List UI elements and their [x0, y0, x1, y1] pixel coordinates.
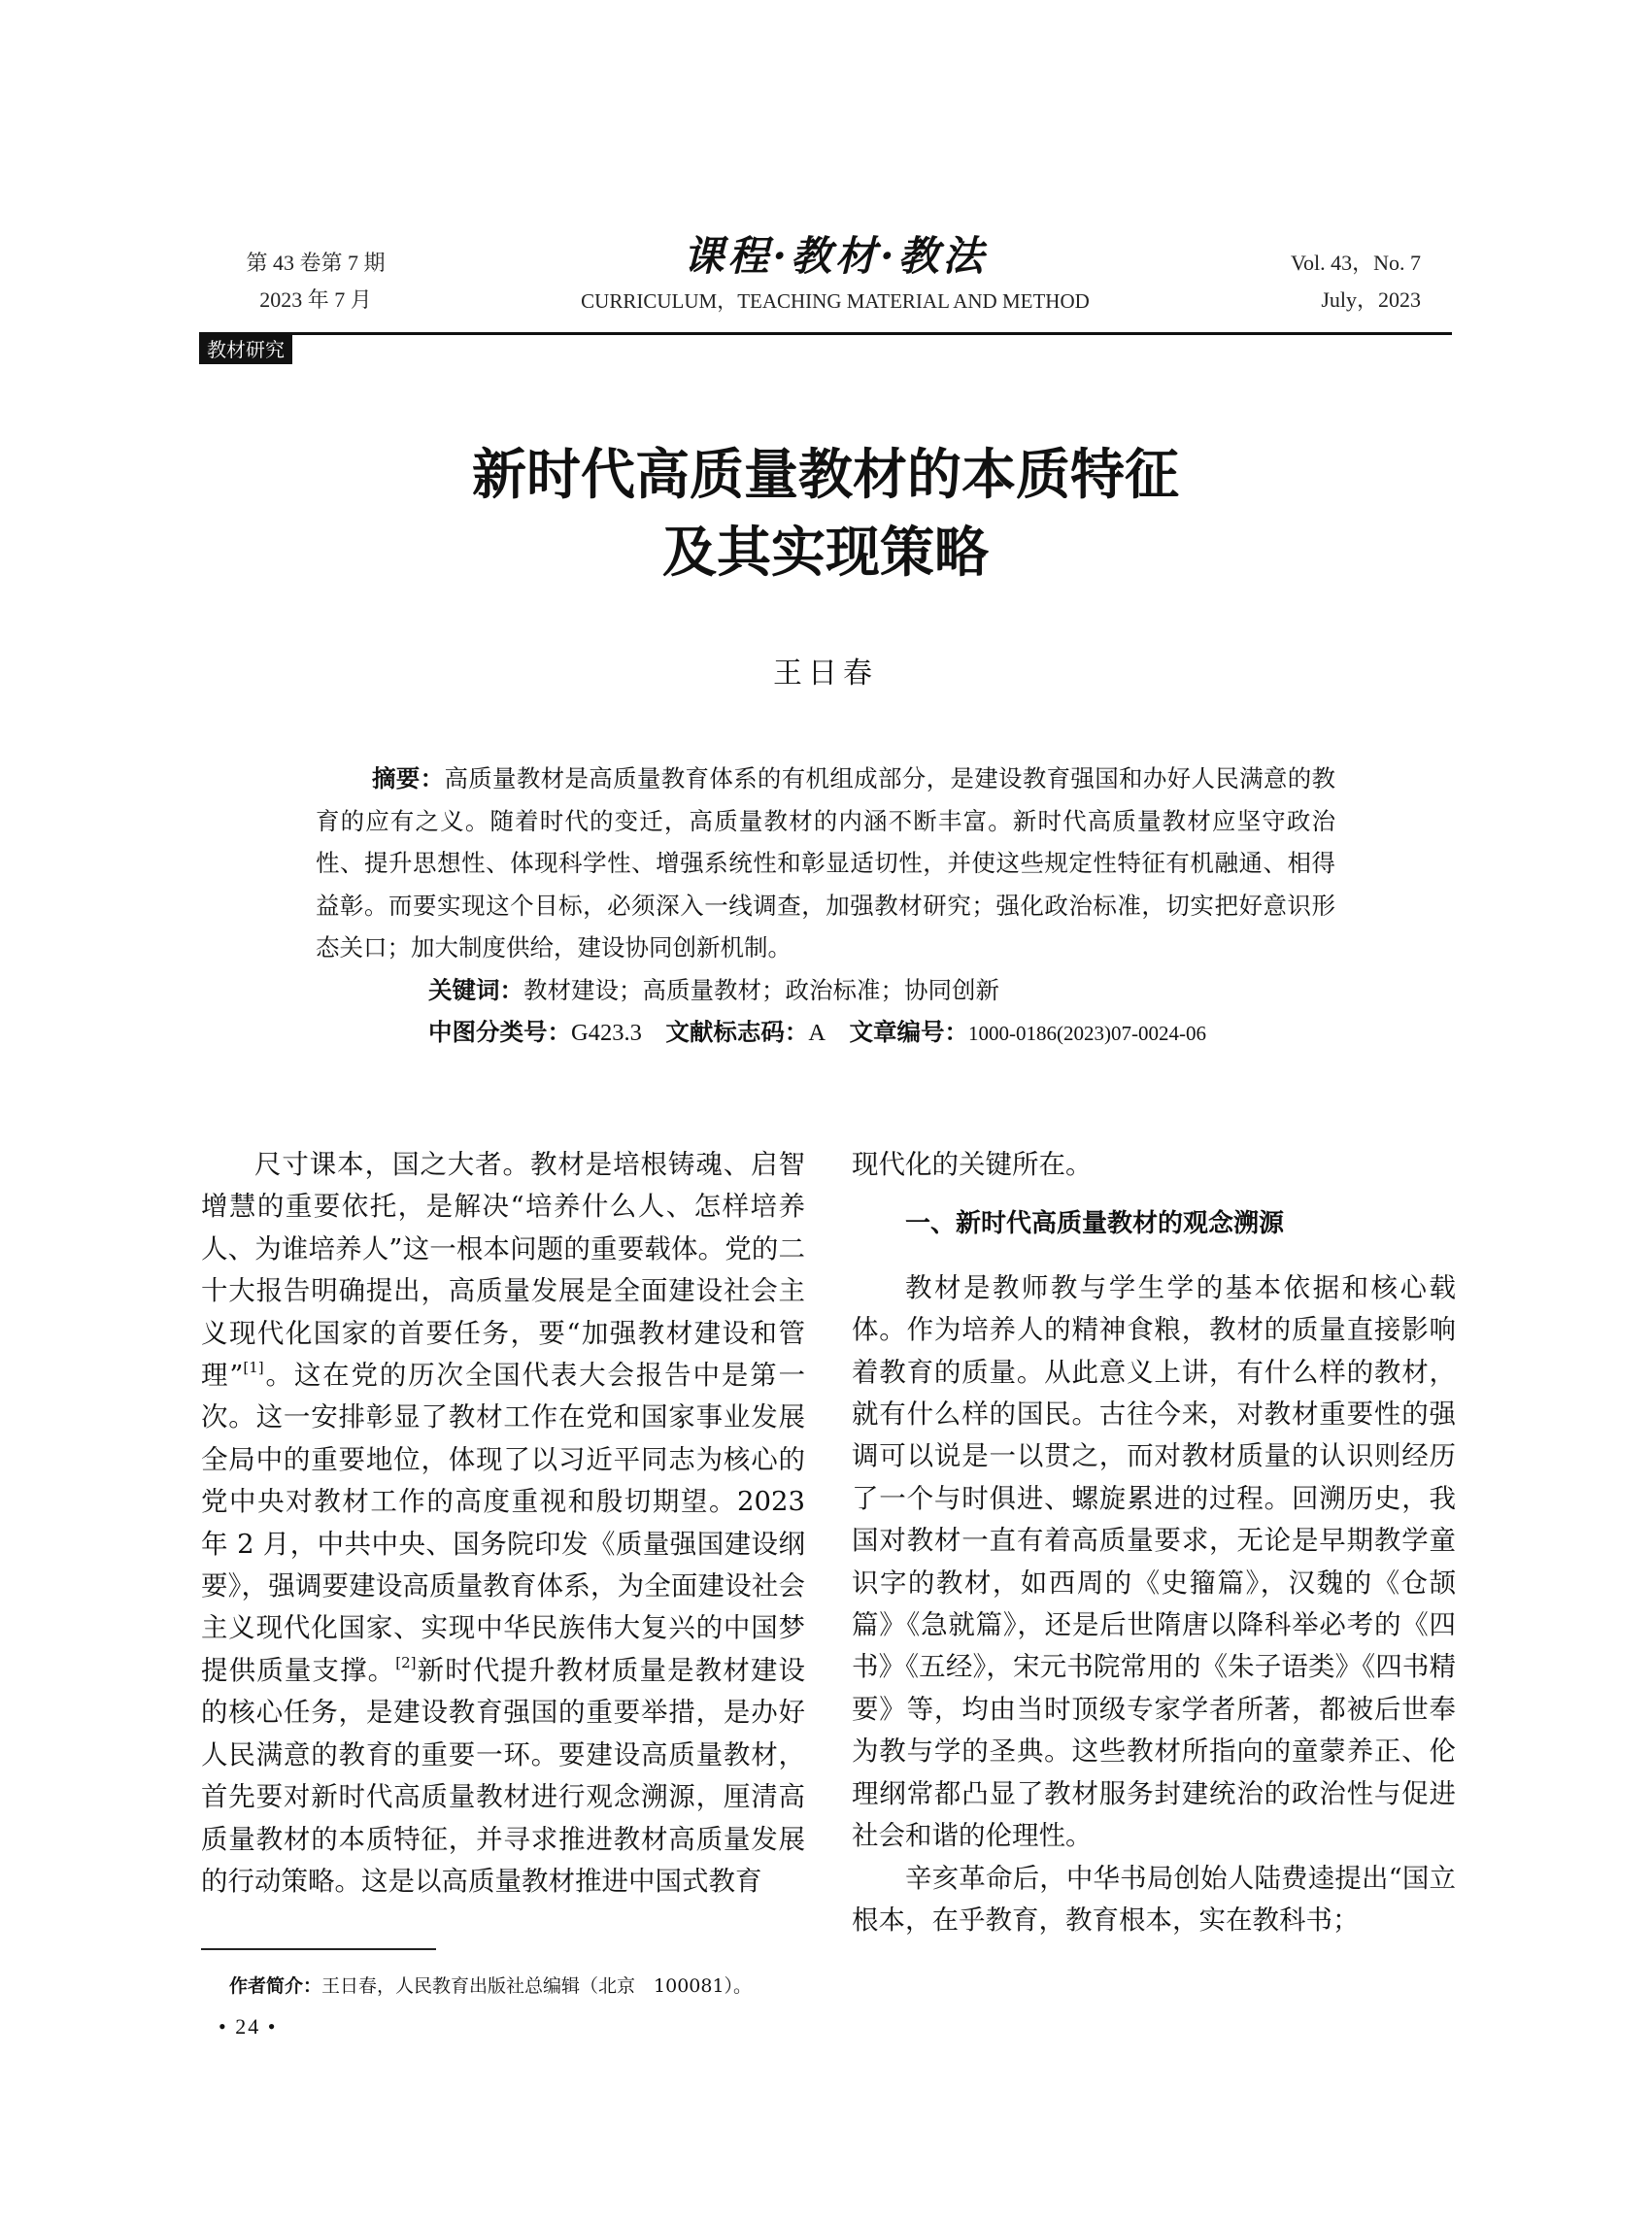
- abstract: [316, 758, 1335, 969]
- intro-paragraph-end: 现代化的关键所在。: [852, 1149, 1093, 1180]
- section-tag: 教材研究: [199, 335, 292, 364]
- author-name: 王日春: [773, 657, 878, 691]
- volume-cn: 第 43 卷第 7 期: [246, 251, 386, 275]
- doc-code-value: A: [808, 1020, 826, 1046]
- body-paragraph: 辛亥革命后，中华书局创始人陆费逵提出“国立根本，在乎教育，教育根本，实在教科书；: [852, 1862, 1456, 1936]
- body-column-left: [201, 1144, 805, 1903]
- date-en: July，2023: [1321, 287, 1421, 312]
- volume-en: Vol. 43，No. 7: [1290, 251, 1421, 275]
- journal-masthead: [524, 229, 1146, 317]
- classification-line: [316, 1011, 1335, 1056]
- page-number: • 24 •: [219, 2014, 278, 2039]
- doc-code-label: 文献标志码：: [665, 1018, 809, 1046]
- section-heading-1: 一、新时代高质量教材的观念溯源: [905, 1209, 1285, 1239]
- keywords-text: 教材建设；高质量教材；政治标准；协同创新: [523, 975, 999, 1004]
- abstract-text: 高质量教材是高质量教育体系的有机组成部分，是建设教育强国和办好人民满意的教育的应有之义。随着时代的变迁，高质量教材的内涵不断丰富。新时代高质量教材应坚守政治性、提升思想性、体现科学性、增强系统性和彰显适切性，并使这些规定性特征有机融通、相得益彰。而要实现这个目标，必须深入一线调查，加强教材研究；强化政治标准，切实把好意识形态关口；加大制度供给，建设协同创新机制。: [316, 764, 1336, 961]
- clc-value: G423.3: [571, 1020, 642, 1046]
- article-id-label: 文章编号：: [849, 1018, 969, 1046]
- article-title: [194, 437, 1457, 592]
- author-note-text: 王日春，人民教育出版社总编辑（北京 100081）。: [321, 1975, 753, 1997]
- author-footnote: [229, 1972, 752, 2001]
- footnote-rule: [201, 1948, 436, 1950]
- header-rule: [199, 332, 1452, 335]
- keywords: [316, 969, 1335, 1012]
- author-note-label: 作者简介：: [229, 1975, 322, 1997]
- intro-text-1: 尺寸课本，国之大者。教材是培根铸魂、启智增慧的重要依托，是解决“培养什么人、怎样培养人、为谁培养人”这一根本问题的重要载体。党的二十大报告明确提出，高质量发展是全面建设社会主义现代化国家的首要任务，要“加强教材建设和管理”: [201, 1149, 805, 1392]
- keywords-label: 关键词：: [428, 975, 523, 1004]
- intro-text-2: 。这在党的历次全国代表大会报告中是第一次。这一安排彰显了教材工作在党和国家事业发展全局中的重要地位，体现了以习近平同志为核心的党中央对教材工作的高度重视和殷切期望。2023 年 2 月，中共中央、国务院印发《质量强国建设纲要》，强调要建设高质量教育体系，为全面建设社会主义现代化国家、实现中华民族伟大复兴的中国梦提供质量支撑。: [201, 1360, 806, 1686]
- body-paragraph: 教材是教师教与学生学的基本依据和核心载体。作为培养人的精神食粮，教材的质量直接影响着教育的质量。从此意义上讲，有什么样的教材，就有什么样的国民。古往今来，对教材重要性的强调可以说是一以贯之，而对教材质量的认识则经历了一个与时俱进、螺旋累进的过程。回溯历史，我国对教材一直有着高质量要求，无论是早期教学童识字的教材，如西周的《史籀篇》，汉魏的《仓颉篇》《急就篇》，还是后世隋唐以降科举必考的《四书》《五经》，宋元书院常用的《朱子语类》《四书精要》等，均由当时顶级专家学者所著，都被后世奉为教与学的圣典。这些教材所指向的童蒙养正、伦理纲常都凸显了教材服务封建统治的政治性与促进社会和谐的伦理性。: [852, 1271, 1456, 1852]
- intro-text-3: 新时代提升教材质量是教材建设的核心任务，是建设教育强国的重要举措，是办好人民满意的教育的重要一环。要建设高质量教材，首先要对新时代高质量教材进行观念溯源，厘清高质量教材的本质特征，并寻求推进教材高质量发展的行动策略。这是以高质量教材推进中国式教育: [201, 1654, 805, 1897]
- title-line-1: 新时代高质量教材的本质特征: [472, 444, 1179, 507]
- citation-2[interactable]: [2]: [395, 1653, 417, 1671]
- citation-1[interactable]: [1]: [243, 1359, 264, 1377]
- abstract-block: [316, 758, 1335, 1056]
- date-cn: 2023 年 7 月: [259, 287, 372, 312]
- title-line-2: 及其实现策略: [662, 522, 989, 585]
- journal-name-cn: 课程·教材·教法: [683, 232, 988, 280]
- issue-info-cn: [233, 245, 398, 319]
- abstract-label: 摘要：: [372, 764, 445, 792]
- body-column-right: [852, 1144, 1456, 1941]
- issue-info-en: [1227, 245, 1421, 319]
- clc-label: 中图分类号：: [428, 1018, 571, 1046]
- intro-paragraph: [201, 1144, 805, 1903]
- article-id-value: 1000-0186(2023)07-0024-06: [968, 1022, 1206, 1045]
- journal-name-en: CURRICULUM，TEACHING MATERIAL AND METHOD: [581, 289, 1090, 313]
